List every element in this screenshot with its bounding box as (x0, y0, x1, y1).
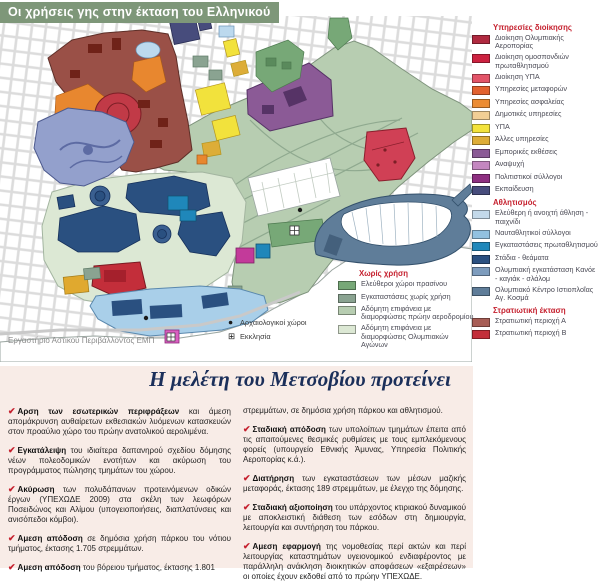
legend-label: Στάδια - θεάματα (495, 252, 549, 262)
legend-group-header: Υπηρεσίες διοίκησης (493, 23, 572, 32)
check-icon: ✔ (243, 423, 251, 434)
legend-item (472, 85, 598, 95)
legend-swatch (338, 294, 356, 303)
legend-swatch (472, 255, 490, 264)
bullet-text: του ιδιαίτερα δαπανηρού σχεδίου δόμησης νέων πολεοδομικών ενοτήτων και ακύρωση του προγράμματος πώλησης τμημάτων του χώρου. (8, 445, 231, 476)
bullet-text: των πολυδάπανων προτεινόμενων οδικών έργων (ΥΠΕΧΩΔΕ 2009) στα σκέλη των λεωφόρων Ποσειδώνος και Αλίμου (υπογειοποιήσεις, διαπλατύνσεις και ανισόπεδοι κόμβοι). (8, 484, 231, 524)
symbol-row (228, 331, 307, 342)
legend-label: Ελεύθεροι χώροι πρασίνου (361, 279, 448, 288)
legend-swatch (338, 306, 356, 315)
legend-label: Διοίκηση ομοσπονδιών πρωταθλητισμού (495, 52, 569, 70)
legend-swatch (472, 74, 490, 83)
legend-item (472, 148, 598, 158)
bullet-lead: Αρση των εσωτερικών περιφράξεων (17, 407, 180, 416)
bullet-lead: Σταδιακή αξιοποίηση (252, 502, 333, 512)
legend-swatch (338, 281, 356, 290)
legend-right (472, 20, 598, 342)
legend-label: Υπηρεσίες ασφαλείας (495, 96, 565, 106)
legend-swatch (472, 35, 490, 44)
legend-item (472, 110, 598, 120)
check-icon: ✔ (243, 472, 251, 483)
legend-swatch (472, 99, 490, 108)
legend-item (338, 280, 474, 290)
legend-label: Στρατιωτική περιοχή Β (495, 328, 567, 338)
check-icon: ✔ (8, 444, 16, 455)
symbol-label: Εκκλησία (240, 332, 271, 341)
check-icon: ✔ (243, 540, 251, 551)
legend-label: Αδόμητη επιφάνεια με διαμορφώσεις Ολυμπιακών Αγώνων (361, 323, 449, 350)
legend-item (472, 254, 598, 264)
article-bullet (8, 562, 231, 573)
bullet-lead: Διατήρηση (252, 473, 295, 483)
article-bullet (8, 533, 231, 554)
legend-item (472, 241, 598, 251)
legend-item (472, 160, 598, 170)
bullet-text: σε δημόσια χρήση πάρκου του νότιου τμήματος, έκτασης 1.705 στρεμμάτων. (8, 533, 231, 553)
legend-label: Στρατιωτική περιοχή Α (495, 315, 566, 325)
legend-label: Εκπαίδευση (495, 184, 534, 194)
legend-label: Ελεύθερη ή ανοιχτή άθληση - παιχνίδι (495, 208, 589, 226)
bullet-text: των υπολοίπων τμημάτων έπειτα από τις απαιτούμενες θεσμικές ρυθμίσεις με τους εμπλεκόμενους φορείς (υπουργείο Εθνικής Άμυνας, Υπηρεσία Πολιτικής Αεροπορίας κ.ά.). (243, 424, 466, 464)
symbol-row (228, 317, 307, 327)
check-icon: ✔ (8, 561, 16, 572)
legend-swatch (472, 136, 490, 145)
bullet-text: της νομοθεσίας περί ακτών και περί λειτουργίας καταστημάτων υγειονομικού ενδιαφέροντος με παράλληλη ανάκληση διοικητικών αποφάσεων «εξαιρέσεων» οι οποίες έχουν εκδοθεί από το πρώην ΥΠΕΧΩΔΕ. (243, 541, 466, 581)
symbol-label: Αρχαιολογικοί χώροι (240, 317, 307, 327)
legend-label: Υπηρεσίες μεταφορών (495, 84, 567, 94)
legend-swatch (472, 287, 490, 296)
legend-item (472, 173, 598, 183)
legend-group-header: Χωρίς χρήση (359, 269, 409, 278)
archaeology-dot-icon: ● (228, 317, 234, 327)
legend-group-header: Στρατιωτική έκταση (493, 305, 566, 315)
legend-item (472, 98, 598, 108)
legend-no-use (338, 266, 474, 352)
legend-item (338, 305, 474, 322)
legend-label: Ναυταθλητικοί σύλλογοι (495, 227, 571, 237)
legend-swatch (472, 186, 490, 195)
legend-swatch (472, 54, 490, 63)
legend-swatch (472, 330, 490, 339)
legend-item (338, 324, 474, 349)
legend-label: Άλλες υπηρεσίες (495, 134, 549, 144)
article-panel (0, 362, 600, 581)
legend-swatch (472, 124, 490, 133)
check-icon: ✔ (8, 532, 16, 543)
legend-item (472, 34, 598, 51)
legend-label: Διοίκηση ΥΠΑ (495, 71, 540, 81)
church-icon: ⊞ (228, 331, 236, 341)
article-bullet (243, 424, 466, 465)
legend-item (472, 123, 598, 133)
check-icon: ✔ (8, 483, 16, 494)
article-title: Η μελέτη του Μετσοβίου προτείνει (149, 367, 451, 391)
legend-label: Ολυμπιακή εγκατάσταση Κανόε - καγιάκ - σλάλομ (495, 265, 596, 283)
legend-item (338, 293, 474, 303)
legend-swatch (472, 318, 490, 327)
map-title: Οι χρήσεις γης στην έκταση του Ελληνικού (0, 2, 279, 23)
bullet-lead: Σταδιακή απόδοση (252, 424, 326, 434)
bullet-text: του βόρειου τμήματος, έκτασης 1.801 (80, 562, 215, 572)
legend-label: Εμπορικές εκθέσεις (495, 146, 558, 156)
legend-label: Εγκαταστάσεις χωρίς χρήση (361, 291, 451, 301)
article-bullet (243, 541, 466, 582)
legend-item (472, 317, 598, 327)
legend-item (472, 185, 598, 195)
legend-swatch (472, 86, 490, 95)
bullet-lead: Αμεση απόδοση (17, 562, 81, 572)
legend-swatch (472, 149, 490, 158)
article-column-right (243, 398, 466, 587)
legend-label: Ολυμπιακό Κέντρο Ιστιοπλοΐας Αγ. Κοσμά (495, 284, 594, 303)
bullet-text: του υπάρχοντος κτιριακού δυναμικού με αποκλειστική διάθεση των εσόδων στη δημιουργία, λειτουργία και συντήρηση του πάρκου. (243, 502, 466, 532)
legend-swatch (472, 267, 490, 276)
check-icon: ✔ (8, 406, 16, 416)
legend-label: Πολιτιστικοί σύλλογοι (495, 171, 563, 181)
map-attribution: Εργαστήριο Αστικού Περιβάλλοντος ΕΜΠ (8, 336, 155, 345)
bullet-lead: Αμεση εφαρμογή (252, 541, 321, 551)
legend-item (472, 209, 598, 226)
legend-swatch (472, 174, 490, 183)
legend-label: Αναψυχή (495, 159, 525, 169)
article-bullet (243, 473, 466, 494)
check-icon: ✔ (243, 501, 251, 512)
legend-item (472, 286, 598, 303)
legend-item (472, 73, 598, 83)
legend-label: Δημοτικές υπηρεσίες (495, 109, 562, 119)
legend-swatch (472, 242, 490, 251)
legend-item (472, 53, 598, 70)
legend-swatch (472, 161, 490, 170)
legend-swatch (338, 325, 356, 334)
bullet-lead: Αμεση απόδοση (17, 533, 83, 543)
legend-swatch (472, 111, 490, 120)
legend-group-header: Αθλητισμός (493, 198, 537, 208)
bullet-text: και άμεση απομάκρυνση αυθαίρετων εκθεσιακών λυόμενων κατασκευών στον προαύλιο χώρο του πρώην ανατολικού αερολιμένα. (8, 407, 232, 437)
article-bullet-continuation (243, 406, 466, 416)
article-bullet (8, 445, 231, 476)
legend-item (472, 229, 598, 239)
church-symbol (290, 226, 299, 235)
map-symbol-key (228, 317, 307, 346)
legend-item (472, 135, 598, 145)
legend-label: ΥΠΑ (495, 121, 510, 131)
legend-label: Εγκαταστάσεις πρωταθλητισμού (495, 240, 598, 250)
bullet-lead: Ακύρωση (17, 484, 55, 494)
legend-swatch (472, 230, 490, 239)
bullet-text: των εγκαταστάσεων των μέσων μαζικής μεταφοράς, έκτασης 189 στρεμμάτων, με έλεγχο της δόμησης. (243, 473, 466, 493)
legend-item (472, 266, 598, 283)
article-column-left (8, 398, 231, 587)
legend-swatch (472, 210, 490, 219)
article-columns (8, 398, 466, 587)
bullet-lead: Εγκατάλειψη (17, 445, 67, 455)
bullet-text: στρεμμάτων, σε δημόσια χρήση πάρκου και αθλητισμού. (243, 406, 443, 415)
legend-label: Αδόμητη επιφάνεια με διαμορφώσεις πρώην αεροδρομίου (361, 304, 474, 322)
legend-label: Διοίκηση Ολυμπιακής Αεροπορίας (495, 33, 564, 51)
article-bullet (243, 502, 466, 533)
article-bullet (8, 484, 231, 525)
article-bullet (8, 406, 231, 437)
legend-item (472, 329, 598, 339)
